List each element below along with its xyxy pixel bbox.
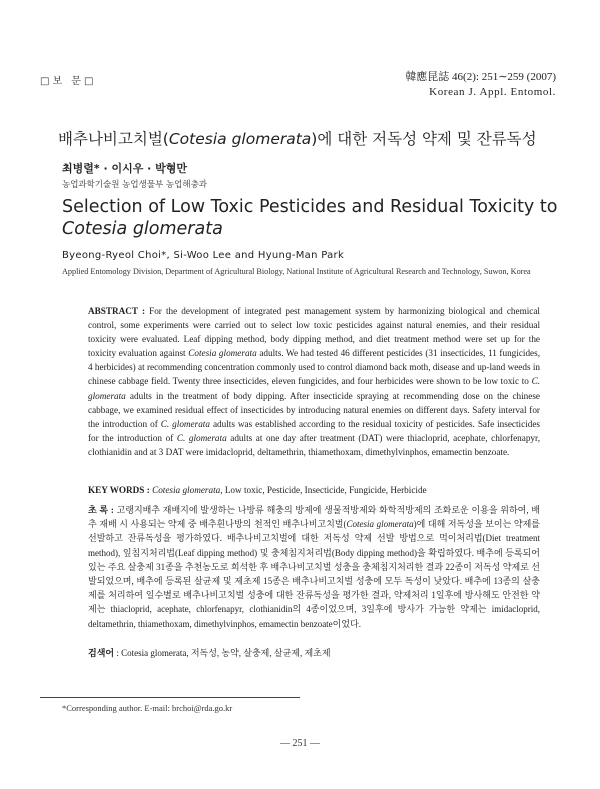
title-korean-prefix: 배추나비고치벌( (58, 130, 169, 148)
affiliation-korean: 농업과학기술원 농업생물부 농업해충과 (62, 180, 207, 190)
keywords-korean (88, 646, 540, 659)
corresponding-author-footnote: *Corresponding author. E-mail: brchoi@rda.go.kr (62, 703, 233, 713)
keywords-korean-label: 검색어 (88, 648, 115, 658)
abstract-korean-text-1: 고랭지배추 재배지에 발생하는 나방류 해충의 방제에 생물적방제와 화학적방제의 조화로운 이용을 위하여, 배추 재배 시 사용되는 약제 중 배추흰나방의 천적인 배추나비고치벌( (88, 505, 541, 530)
title-english (62, 196, 562, 240)
title-english-main: Selection of Low Toxic Pesticides and Residual Toxicity to (62, 197, 558, 217)
abstract-text-5: adults at one day after treatment (DAT) were thiacloprid, acephate, chlorfenapyr, clothianidin and at 3 DAT were imidacloprid, deltamethrin, thiamethoxam, dimethylvinphos, emamectin benzoate. (88, 432, 541, 457)
affiliation-english: Applied Entomology Division, Department of Agricultural Biology, National Institute of Agricultural Research and Technology, Suwon, Korea (62, 267, 531, 276)
title-korean (58, 127, 537, 149)
abstract-korean-species: Cotesia glomerata (346, 519, 414, 530)
abstract-species-3: C. glomerata (160, 418, 210, 429)
journal-citation: 韓應昆誌 46(2): 251∼259 (2007) (405, 71, 556, 83)
title-korean-suffix: )에 대한 저독성 약제 및 잔류독성 (311, 130, 537, 148)
abstract-korean-text-2: )에 대해 저독성을 보이는 약제를 선발하고 잔류독성을 평가하였다. 배추나비고치벌에 대한 저독성 약제 선발 방법으로 먹이처리법(Diet treatment method), 잎침지처리법(Leaf dipping method) 및 충체침지처리법(Body dipping method)을 확립하였다. 배추에 등록되어 있는 주요 살충제 31종을 추천농도로 희석한 후 배추나비고치벌 성충을 충체침지처리한 결과 22종이 저독성 약제로 선발되었으며, 배추에 등록된 살균제 및 제초제 15종은 배추나비고치벌 성충에 모두 독성이 낮았다. 배추에 13종의 살충제를 처리하여 일수별로 배추나비고치벌 성충에 대한 잔류독성을 평가한 결과, 약제처리 1일후에 방사해도 안전한 약제는 thiacloprid, acephate, chlorfenapyr, clothianidin의 4종이었으며, 3일후에 방사가 가능한 약제는 imidacloprid, deltamethrin, thiamethoxam, dimethylvinphos, emamectin benzoate이었다. (88, 519, 540, 629)
keywords-korean-list: : Cotesia glomerata, 저독성, 농약, 살충제, 살균제, 제초제 (114, 648, 331, 658)
abstract-korean-label: 초 록 : (88, 505, 114, 515)
keywords-species: Cotesia glomerata (152, 485, 221, 495)
keywords-list: , Low toxic, Pesticide, Insecticide, Fungicide, Herbicide (220, 485, 427, 495)
abstract-text-3: adults in the treatment of body dipping. After insecticide spraying at recommending dose on the chinese cabbage, we examined residual effect of insecticides by introducing natural enemies on different days. Safety interval for the introduction of (88, 390, 540, 429)
journal-name: Korean J. Appl. Entomol. (429, 86, 556, 98)
abstract-species-2: C. glomerata (88, 376, 540, 401)
keywords-label: KEY WORDS : (88, 485, 150, 495)
keywords-english (88, 485, 548, 495)
abstract-text-2: adults. We had tested 46 different pesticides (31 insecticides, 11 fungicides, 4 herbicides) at recommending concentration commonly used to control diamond back moth, disease and up-land weeds in chinese cabbage field. Twenty three insecticides, eleven fungicides, and four herbicides were shown to be low toxic to (88, 348, 541, 387)
abstract-korean (88, 503, 540, 631)
authors-korean: 최병렬* · 이시우 · 박형만 (62, 162, 188, 175)
footnote-divider (40, 697, 300, 698)
page-number: — 251 — (280, 738, 320, 749)
abstract-english (88, 304, 540, 459)
section-label: □보 문□ (40, 76, 97, 87)
title-english-species: Cotesia glomerata (62, 219, 223, 239)
abstract-species-1: Cotesia glomerata (188, 348, 257, 359)
title-korean-species: Cotesia glomerata (168, 130, 312, 148)
abstract-text-1: For the development of integrated pest management system by harmonizing biological and chemical control, some experiments were carried out to select low toxic pesticides against natural enemies, and their residual toxicity were evaluated. Leaf dipping method, body dipping method, and diet treatment method were set up for the toxicity evaluation against (88, 306, 540, 359)
abstract-text-4: adults was established according to the residual toxicity of pesticides. Safe insecticides for the introduction of (88, 418, 540, 443)
authors-english: Byeong-Ryeol Choi*, Si-Woo Lee and Hyung-Man Park (62, 250, 345, 261)
abstract-species-4: C. glomerata (176, 432, 227, 443)
abstract-label: ABSTRACT : (88, 306, 146, 316)
journal-reference (405, 70, 556, 100)
